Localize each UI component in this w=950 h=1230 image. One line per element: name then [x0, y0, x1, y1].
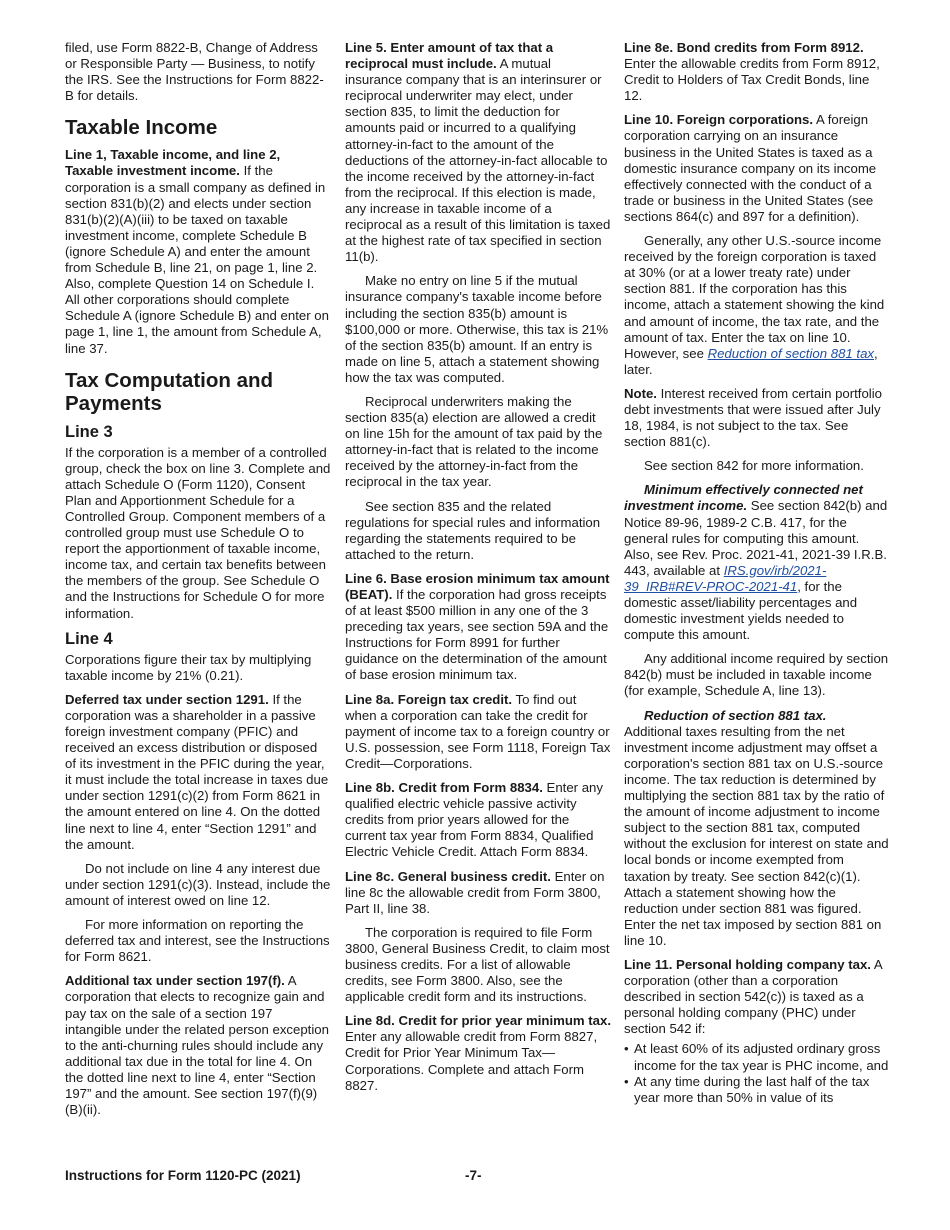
line1-run-in-head: Line 1, Taxable income, and line 2, Taxable investment income.	[65, 147, 281, 179]
bullet-text: At any time during the last half of the tax year more than 50% in value of its	[634, 1073, 870, 1105]
line8a-head: Line 8a. Foreign tax credit.	[345, 691, 513, 707]
line8c-body: Enter on line 8c the allowable credit from Form 3800, Part II, line 38.	[345, 868, 605, 916]
additional-income-paragraph: Any additional income required by section 842(b) must be included in taxable income (for example, Schedule A, line 13).	[624, 651, 889, 699]
line8b-head: Line 8b. Credit from Form 8834.	[345, 780, 543, 796]
line8a-body: To find out when a corporation can take the credit for payment of income tax to a foreign country or U.S. possession, see Form 1118, Foreign Tax Credit—Corporations.	[345, 691, 611, 771]
intro-paragraph: filed, use Form 8822-B, Change of Address or Responsible Party — Business, to notify the IRS. See the Instructions for Form 8822-B for details.	[65, 40, 324, 104]
minimum-eci-paragraph	[624, 482, 890, 643]
bullet-item	[624, 1074, 890, 1106]
generally-paragraph	[624, 233, 890, 378]
note-head: Note.	[624, 385, 657, 401]
irs-irb-link[interactable]: IRS.gov/irb/2021-39_IRB#REV-PROC-2021-41	[624, 562, 827, 594]
for-more-info-paragraph: For more information on reporting the deferred tax and interest, see the Instructions for Form 8621.	[65, 917, 330, 965]
line6-head: Line 6. Base erosion minimum tax amount (BEAT).	[345, 570, 610, 602]
form-3800-paragraph: The corporation is required to file Form 3800, General Business Credit, to claim most business credits. For a list of allowable credits, see Form 3800. Also, see the applicable credit form and its instructions.	[345, 924, 610, 1005]
line10-body: A foreign corporation carrying on an insurance business in the United States is taxed as a domestic insurance company on its income effectively connected with the conduct of a trade or business in the United States (see sections 864(c) and 897 for a definition).	[624, 112, 877, 224]
minimum-eci-body: See section 842(b) and Notice 89-96, 1989-2 C.B. 417, for the general rules for computing this amount. Also, see Rev. Proc. 2021-41, 2021-39 I.R.B. 443, available at	[624, 498, 888, 578]
line5-paragraph	[345, 40, 611, 265]
line11-head: Line 11. Personal holding company tax.	[624, 956, 871, 972]
generally-body: Generally, any other U.S.-source income received by the foreign corporation is taxed at 30% (or at a lower treaty rate) under section 881. If the corporation has this income, attach a statement showing the kind and amount of income, the tax rate, and the amount of tax. Enter the tax on line 10. However, see	[624, 233, 885, 361]
reduction-881-head: Reduction of section 881 tax.	[644, 707, 827, 723]
line11-body: A corporation (other than a corporation described in section 542(c)) is taxed as a personal holding company (PHC) under section 542 if:	[624, 956, 882, 1037]
line6-body: If the corporation had gross receipts of at least $500 million in any one of the 3 preceding tax years, see section 59A and the Instructions for Form 8991 for further guidance on the determination of the amount of base erosion minimum tax.	[345, 587, 609, 683]
line8a-paragraph	[345, 692, 611, 772]
bullet-dot: •	[624, 1041, 629, 1057]
heading-taxable-income: Taxable Income	[65, 116, 218, 140]
section-197-paragraph	[65, 973, 331, 1118]
minimum-eci-tail: , for the domestic asset/liability percentages and domestic investment yields needed to compute this amount.	[624, 578, 858, 643]
line5-body: A mutual insurance company that is an interinsurer or reciprocal underwriter may elect, under section 835, to limit the deduction for amounts paid or incurred to a qualifying attorney-in-fact to the amount of the deductions of the attorney-in-fact allocable to the income received by the attorney-in-fact from the reciprocal. If this election is made, any increase in taxable income of a reciprocal as a result of this limitation is taxed at the highest rate of tax specified in section 11(b).	[345, 56, 611, 265]
note-paragraph	[624, 386, 890, 450]
see-section-835-paragraph: See section 835 and the related regulations for special rules and information regarding the statements required to be attached to the return.	[345, 498, 601, 562]
line1-paragraph	[65, 147, 331, 356]
heading-line4: Line 4	[65, 629, 113, 648]
line3-paragraph: If the corporation is a member of a controlled group, check the box on line 3. Complete and attach Schedule O (Form 1120), Consent Plan and Apportionment Schedule for a Controlled Group. Component members of a controlled group must use Schedule O to report the apportionment of taxable income, income tax, and certain tax benefits between the members of the group. See Schedule O and the Instructions for Schedule O for more information.	[65, 444, 331, 621]
line8d-paragraph	[345, 1013, 611, 1093]
deferred-tax-head: Deferred tax under section 1291.	[65, 691, 269, 707]
line8c-head: Line 8c. General business credit.	[345, 868, 551, 884]
reduction-881-paragraph	[624, 708, 890, 949]
column-1	[65, 40, 331, 1126]
line10-head: Line 10. Foreign corporations.	[624, 112, 814, 128]
line1-body: If the corporation is a small company as defined in section 831(b)(2) and elects under section 831(b)(2)(A)(iii) to be taxed on taxable investment income, complete Schedule B (ignore Schedule A) and enter the amount from Schedule B, line 21, on page 1, line 2. Also, complete Question 14 on Schedule I. All other corporations should complete Schedule A (ignore Schedule B) and enter on page 1, line 1, the amount from Schedule A, line 37.	[65, 163, 329, 356]
reduction-881-link[interactable]: Reduction of section 881 tax	[707, 345, 874, 361]
page-number: -7-	[465, 1168, 482, 1183]
reduction-881-body: Additional taxes resulting from the net investment income adjustment may offset a corporation's section 881 tax on U.S.-source income. The tax reduction is determined by multiplying the section 881 tax by the ratio of the amount of income adjustment to income subject to the section 881 tax, computed without the exclusion for interest on state and local bonds or income exempted from taxation by treaty. See section 842(c)(1). Attach a statement showing how the reduction under section 881 was figured. Enter the net tax imposed by section 881 on line 10.	[624, 723, 889, 948]
line11-paragraph	[624, 957, 890, 1037]
minimum-eci-head: Minimum effectively connected net investment income.	[624, 482, 863, 514]
line8b-paragraph	[345, 780, 611, 860]
line8d-body: Enter any allowable credit from Form 8827, Credit for Prior Year Minimum Tax—Corporations. Complete and attach Form 8827.	[345, 1029, 598, 1093]
heading-line3: Line 3	[65, 422, 113, 441]
bullet-text: At least 60% of its adjusted ordinary gross income for the tax year is PHC income, and	[634, 1041, 889, 1073]
do-not-include-paragraph: Do not include on line 4 any interest due under section 1291(c)(3). Instead, include the amount of interest owed on line 12.	[65, 860, 331, 908]
section-197-body: A corporation that elects to recognize gain and pay tax on the sale of a section 197 intangible under the related person exception to the anti-churning rules should include any additional tax due in the total for line 4. On the dotted line next to line 4, enter “Section 197” and the amount. See section 197(f)(9)(B)(ii).	[65, 973, 329, 1118]
see-842-paragraph: See section 842 for more information.	[644, 458, 864, 474]
heading-tax-computation: Tax Computation and Payments	[65, 368, 274, 415]
line8e-head: Line 8e. Bond credits from Form 8912.	[624, 40, 864, 55]
line8e-paragraph	[624, 40, 890, 104]
line8e-body: Enter the allowable credits from Form 8912, Credit to Holders of Tax Credit Bonds, line 12.	[624, 56, 880, 104]
line8c-paragraph	[345, 869, 611, 917]
reciprocal-underwriters-paragraph: Reciprocal underwriters making the section 835(a) election are allowed a credit on line 15h for the amount of tax paid by the attorney-in-fact that is related to the income received by the attorney-in-fact from the reciprocal in the tax year.	[345, 393, 603, 490]
bullet-item	[624, 1041, 890, 1073]
line4-paragraph: Corporations figure their tax by multiplying taxable income by 21% (0.21).	[65, 651, 312, 683]
generally-tail: , later.	[624, 345, 878, 377]
footer-form-title: Instructions for Form 1120-PC (2021)	[65, 1168, 301, 1183]
deferred-tax-body: If the corporation was a shareholder in a passive foreign investment company (PFIC) and received an excess distribution or disposed of its investment in the PFIC during the year, it must include the total increase in taxes due under section 1291(c)(2) from Form 8621 in the amount entered on line 4. On the dotted line next to line 4, enter “Section 1291” and the amount.	[65, 691, 329, 852]
column-2	[345, 40, 611, 1102]
line8b-body: Enter any qualified electric vehicle passive activity credits from prior years allowed for the current tax year from Form 8834, Qualified Electric Vehicle Credit. Attach Form 8834.	[345, 780, 603, 860]
note-body: Interest received from certain portfolio debt investments that were issued after July 18, 1984, is not subject to the tax. See section 881(c).	[624, 385, 882, 450]
column-3	[624, 40, 890, 1106]
bullet-dot: •	[624, 1073, 629, 1089]
line10-paragraph	[624, 112, 890, 225]
deferred-tax-paragraph	[65, 692, 331, 853]
line6-paragraph	[345, 571, 611, 684]
line5-head: Line 5. Enter amount of tax that a reciprocal must include.	[345, 40, 554, 72]
make-no-entry-paragraph: Make no entry on line 5 if the mutual insurance company's taxable income before including the section 835(b) amount is $100,000 or more. Otherwise, this tax is 21% of the section 835(b) amount. If an entry is made on line 5, attach a statement showing how the tax was computed.	[345, 273, 609, 385]
section-197-head: Additional tax under section 197(f).	[65, 973, 285, 989]
line8d-head: Line 8d. Credit for prior year minimum tax.	[345, 1013, 612, 1029]
